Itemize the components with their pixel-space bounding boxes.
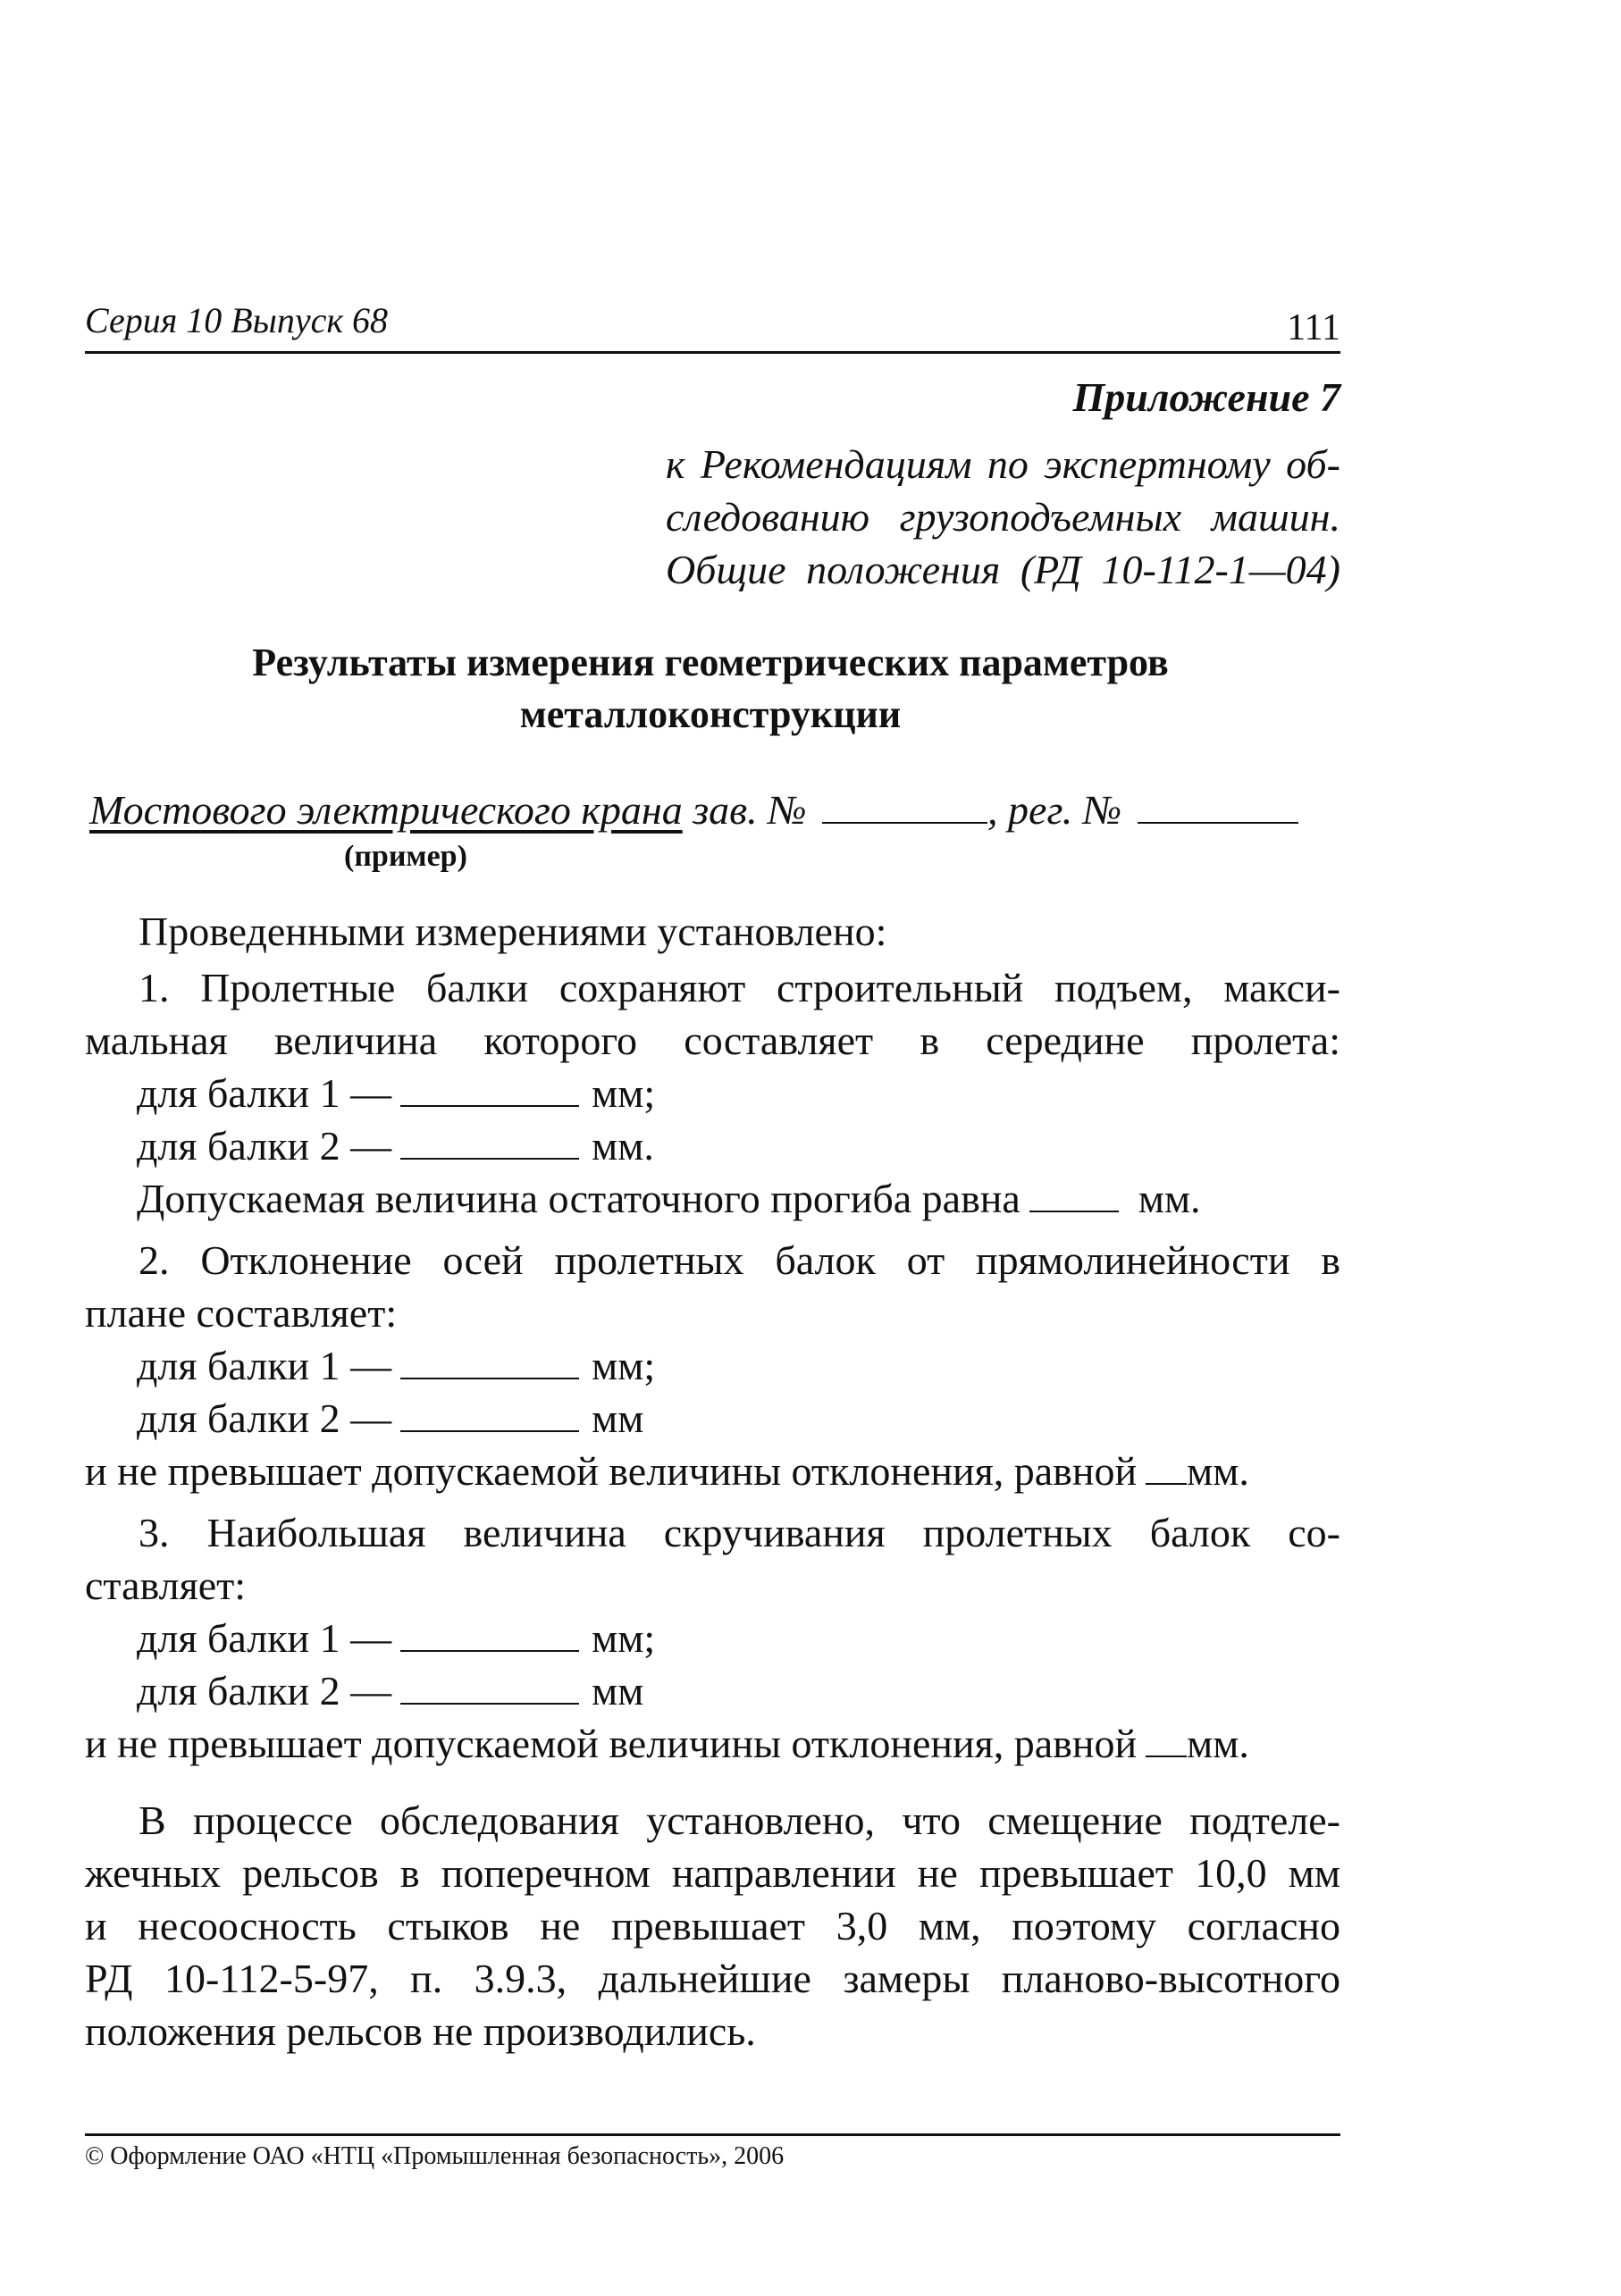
item3-beam1-row bbox=[137, 1613, 655, 1663]
conclusion-line3: и несоосность стыков не превышает 3,0 мм, поэтому согласно bbox=[85, 1903, 1340, 1948]
item3-limit-field[interactable] bbox=[1146, 1722, 1187, 1757]
item3-beam2-row bbox=[137, 1666, 643, 1716]
item3-beam2-field[interactable] bbox=[400, 1669, 579, 1705]
appendix-reference bbox=[666, 438, 1340, 596]
unit: мм. bbox=[1138, 1176, 1201, 1221]
item2-line1: 2. Отклонение осей пролетных балок от прямолинейности в bbox=[139, 1237, 1340, 1283]
beam1-label: для балки 1 — bbox=[137, 1070, 392, 1116]
allowed-deflection-field[interactable] bbox=[1029, 1177, 1119, 1212]
beam2-label: для балки 2 — bbox=[137, 1668, 392, 1714]
title-line-1: Результаты измерения геометрических параметров bbox=[252, 641, 1169, 684]
allowed-deflection-row bbox=[137, 1174, 1201, 1224]
conclusion-line5: положения рельсов не производились. bbox=[85, 2008, 756, 2054]
item3-line2: ставляет: bbox=[85, 1563, 247, 1608]
item2-beam1-row bbox=[137, 1341, 655, 1391]
factory-number-field[interactable] bbox=[822, 786, 987, 824]
reg-number-label: , рег. № bbox=[987, 787, 1122, 833]
unit: мм; bbox=[592, 1070, 656, 1116]
intro-text: Проведенными измерениями установлено: bbox=[139, 909, 887, 954]
conclusion-line4: РД 10-112-5-97, п. 3.9.3, дальнейшие замеры планово-высотного bbox=[85, 1956, 1340, 2001]
item2-beam2-field[interactable] bbox=[400, 1396, 579, 1432]
item1-beam1-row bbox=[137, 1068, 655, 1119]
item1-beam2-row bbox=[137, 1121, 654, 1171]
title-line-2: металлоконструкции bbox=[519, 692, 902, 736]
not-exceed-label: и не превышает допускаемой величины отклонения, равной bbox=[85, 1448, 1138, 1494]
footer-rule bbox=[85, 2133, 1340, 2136]
appendix-title: Приложение 7 bbox=[1072, 374, 1340, 420]
item1-line1: 1. Пролетные балки сохраняют строительный подъем, макси- bbox=[139, 965, 1340, 1010]
item2-limit-row bbox=[85, 1446, 1249, 1496]
page-number: 111 bbox=[1287, 307, 1340, 348]
appendix-ref-line-1: к Рекомендациям по экспертному об- bbox=[666, 441, 1340, 487]
conclusion-line2: жечных рельсов в поперечном направлении не превышает 10,0 мм bbox=[85, 1850, 1340, 1896]
item3-limit-row bbox=[85, 1719, 1249, 1769]
beam1-label: для балки 1 — bbox=[137, 1343, 392, 1388]
beam2-label: для балки 2 — bbox=[137, 1123, 392, 1169]
unit: мм bbox=[592, 1668, 644, 1714]
unit: мм. bbox=[1187, 1721, 1249, 1766]
object-line bbox=[89, 786, 1340, 834]
item1-line2: мальная величина которого составляет в середине пролета: bbox=[85, 1018, 1340, 1063]
item2-limit-field[interactable] bbox=[1146, 1449, 1187, 1485]
item2-beam2-row bbox=[137, 1394, 643, 1444]
factory-number-label: зав. № bbox=[693, 787, 807, 833]
unit: мм; bbox=[592, 1615, 656, 1661]
appendix-ref-line-3: Общие положения (РД 10-112-1—04) bbox=[666, 547, 1340, 592]
item2-beam1-field[interactable] bbox=[400, 1344, 579, 1379]
item1-beam2-field[interactable] bbox=[400, 1124, 579, 1160]
object-name: Мостового электрического крана bbox=[89, 787, 683, 833]
unit: мм. bbox=[1187, 1448, 1249, 1494]
conclusion-line1: В процессе обследования установлено, что смещение подтеле- bbox=[139, 1797, 1340, 1843]
allowed-deflection-label: Допускаемая величина остаточного прогиба равна bbox=[137, 1176, 1020, 1221]
item1-beam1-field[interactable] bbox=[400, 1071, 579, 1107]
item3-beam1-field[interactable] bbox=[400, 1616, 579, 1652]
example-note: (пример) bbox=[344, 840, 467, 873]
appendix-ref-line-2: следованию грузоподъемных машин. bbox=[666, 494, 1340, 540]
not-exceed-label: и не превышает допускаемой величины отклонения, равной bbox=[85, 1721, 1138, 1766]
item2-line2: плане составляет: bbox=[85, 1290, 398, 1336]
unit: мм bbox=[592, 1395, 644, 1441]
reg-number-field[interactable] bbox=[1138, 786, 1298, 824]
footer-copyright: © Оформление ОАО «НТЦ «Промышленная безопасность», 2006 bbox=[85, 2142, 785, 2170]
document-title bbox=[206, 637, 1215, 741]
unit: мм. bbox=[592, 1123, 654, 1169]
beam1-label: для балки 1 — bbox=[137, 1615, 392, 1661]
series-label: Серия 10 Выпуск 68 bbox=[85, 300, 389, 340]
running-header bbox=[85, 299, 1340, 354]
beam2-label: для балки 2 — bbox=[137, 1395, 392, 1441]
unit: мм; bbox=[592, 1343, 656, 1388]
item3-line1: 3. Наибольшая величина скручивания пролетных балок со- bbox=[139, 1510, 1340, 1555]
